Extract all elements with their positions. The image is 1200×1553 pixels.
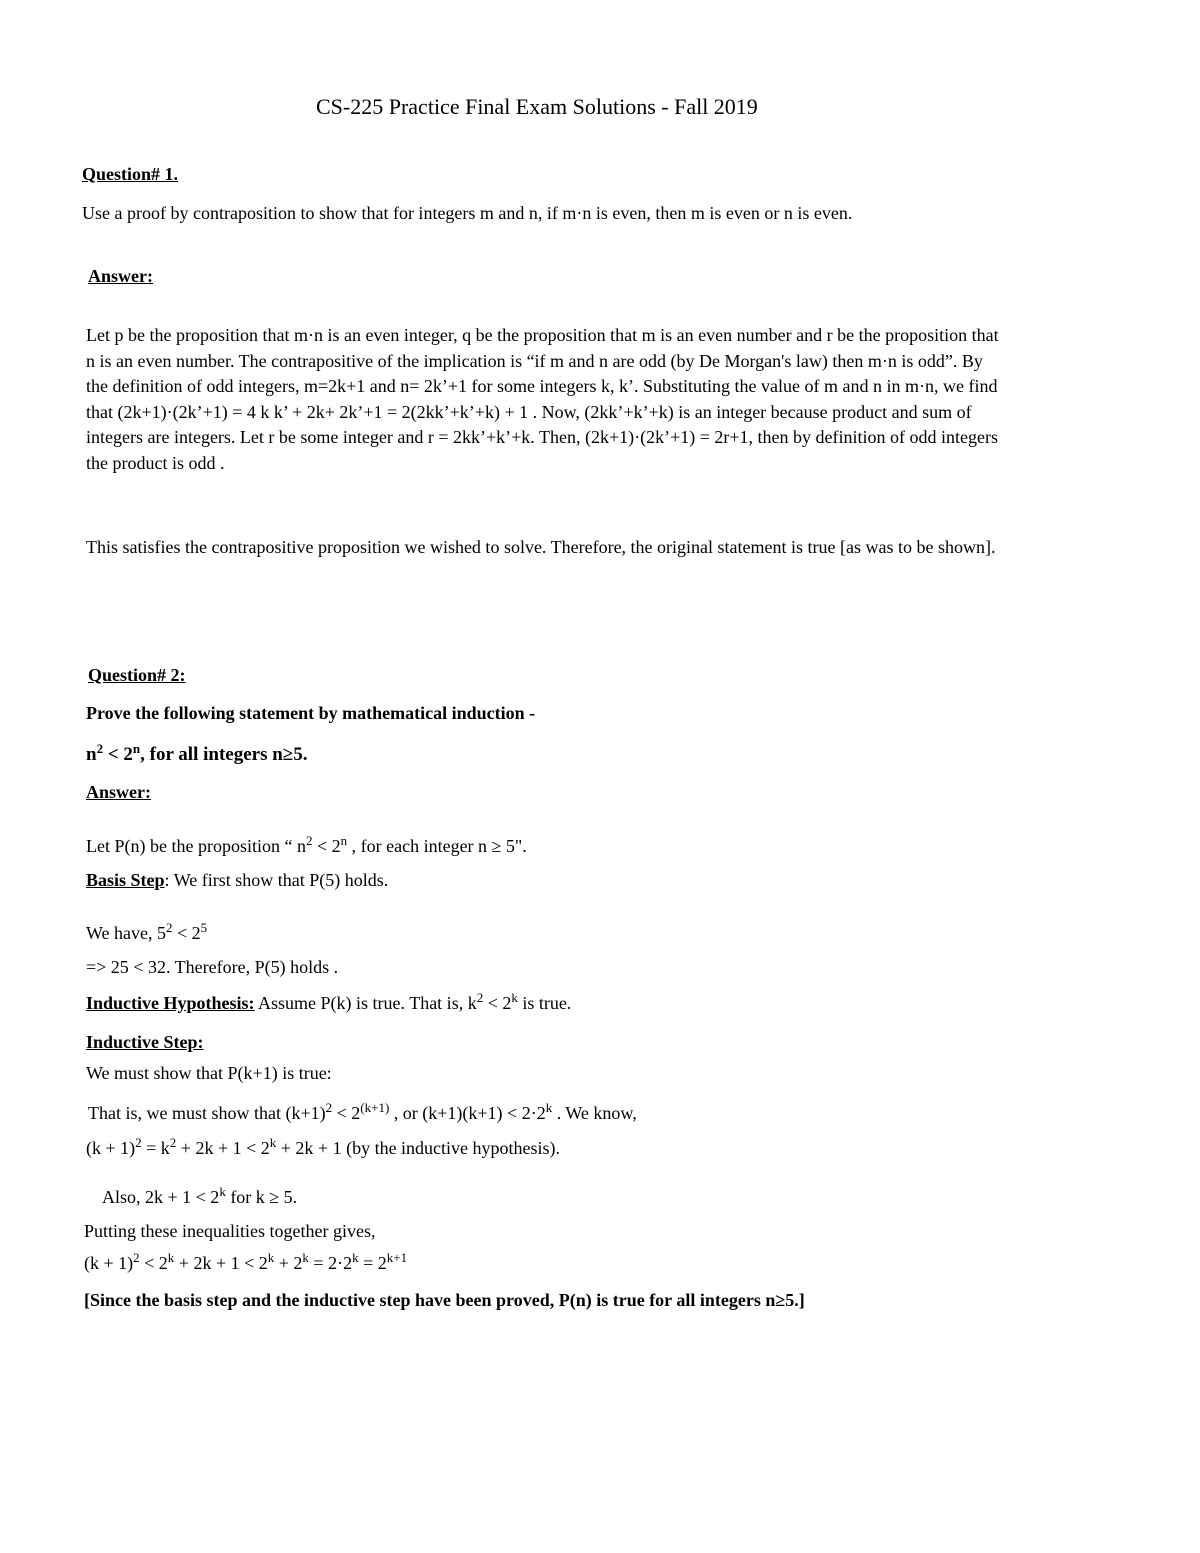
question-1-prompt: Use a proof by contraposition to show that for integers m and n, if m·n is even, then m is even or n is even. [82,203,853,223]
putting-line: Putting these inequalities together gives, [84,1221,376,1241]
we-have-line: We have, $5^2 < 2^5$ [86,920,208,943]
question-1-conclusion: This satisfies the contrapositive proposition we wished to solve. Therefore, the original statement is true [as was to be shown]. [86,537,996,557]
therefore-line: => 25 < 32. Therefore, P(5) holds . [86,957,339,977]
question-1-answer-text: Let p be the proposition that m·n is an even integer, q be the proposition that m is an even number and r be the proposition that n is an even number. The contrapositive of the implication is “if m and n are odd (by De Morgan's law) then m·n is odd”. By the definition of odd integers, m=2k+1 and n= 2k’+1 for some integers k, k’. Substituting the value of m and n in m·n, we find that (2k+1)·(2k’+1) = 4 k k’ + 2k+ 2k’+1 = 2(2kk’+k’+k) + 1 . Now, (2kk’+k’+k) is an integer because product and sum of integers are integers. Let r be some integer and r = 2kk’+k’+k. Then, (2k+1)·(2k’+1) = 2r+1, then by definition of odd integers the product is odd . [86,325,999,473]
that-is-line: That is, we must show that $(k+1)^2 < 2^{(k+1)}$ , or $(k+1)(k+1) < 2\cdot 2^k$ . We know, [88,1100,637,1123]
must-show-line: We must show that P(k+1) is true: [86,1063,332,1083]
final-conclusion: [Since the basis step and the inductive step have been proved, P(n) is true for all integers n≥5.] [84,1290,805,1310]
proposition-line: Let P(n) be the proposition “ $n^2 < 2^n$ , for each integer n ≥ 5". [86,833,527,856]
question-2-heading: Question# 2: [88,665,186,685]
page-title: CS-225 Practice Final Exam Solutions - Fall 2019 [316,94,758,119]
expand-line: $(k + 1)^2 = k^2 + 2k + 1 < 2^k + 2k + 1$ (by the inductive hypothesis). [86,1135,561,1158]
question-2-prompt: Prove the following statement by mathematical induction - [86,703,536,723]
inductive-step-label: Inductive Step: [86,1032,204,1052]
question-1-heading: Question# 1. [82,164,179,184]
question-1-answer-label: Answer: [88,266,153,286]
basis-step-label: Basis Step [86,870,165,890]
basis-step-line: Basis Step: We first show that P(5) holds. [86,870,389,890]
question-2-statement: $n^2 < 2^n$, for all integers n≥5. [86,741,308,765]
question-2-answer-label: Answer: [86,782,151,802]
also-line: Also, $2k + 1 < 2^k$ for k ≥ 5. [102,1184,298,1207]
inductive-hypothesis-label: Inductive Hypothesis: [86,993,255,1013]
chain-line: $(k + 1)^2 < 2^k + 2k + 1 < 2^k + 2^k = 2\cdot 2^k = 2^{k+1}$ [84,1250,408,1273]
inductive-hypothesis-line: Inductive Hypothesis: Assume P(k) is true. That is, $k^2 < 2^k$ is true. [86,990,572,1013]
